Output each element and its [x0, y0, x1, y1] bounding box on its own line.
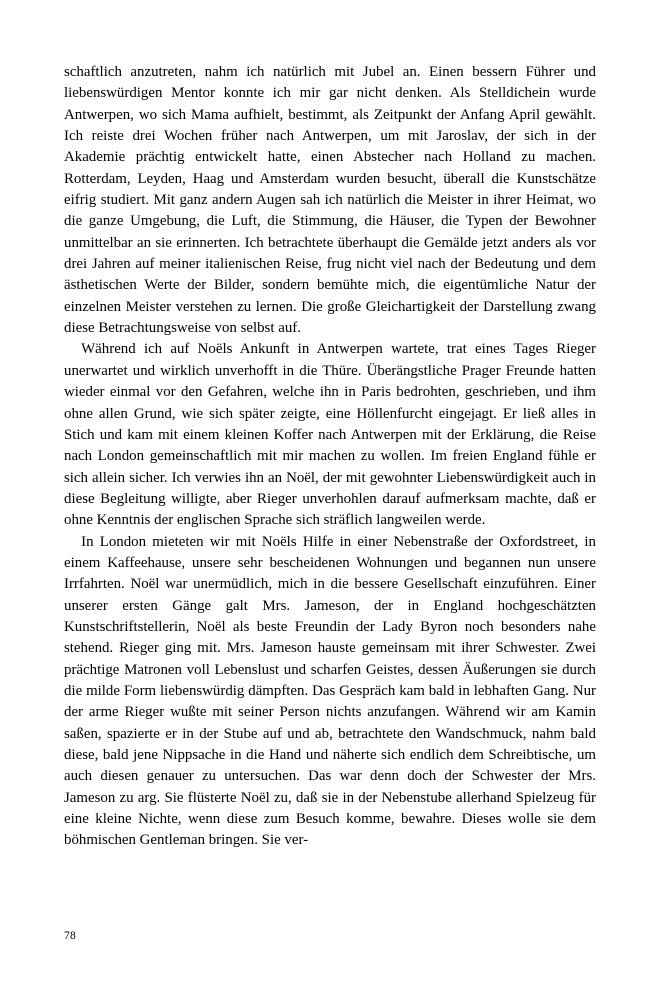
paragraph: Während ich auf Noëls Ankunft in Antwerpen wartete, trat eines Tages Rieger unerwartet und wirklich unverhofft in die Thüre. Überängstliche Prager Freunde hatten wieder einmal vor den Gefahren, welche ihn in Paris bedrohten, geschrieben, und ihm ohne allen Grund, wie sich später zeigte, eine Höllenfurcht eingejagt. Er ließ alles in Stich und kam mit einem kleinen Koffer nach Antwerpen mit der Erklärung, die Reise nach London gemeinschaftlich mit mir machen zu wollen. Im freien England fühle er sich allein sicher. Ich verwies ihn an Noël, der mit gewohnter Liebenswürdigkeit auch in diese Begleitung willigte, aber Rieger unverhohlen darauf aufmerksam machte, daß er ohne Kenntnis der englischen Sprache sich sträflich langweilen werde. [64, 341, 596, 529]
paragraph: schaftlich anzutreten, nahm ich natürlich mit Jubel an. Einen bessern Führer und liebenswürdigen Mentor konnte ich mir gar nicht denken. Als Stelldichein wurde Antwerpen, wo sich Mama aufhielt, bestimmt, als Zeitpunkt der Anfang April gewählt. Ich reiste drei Wochen früher nach Antwerpen, um mit Jaroslav, der sich in der Akademie prächtig entwickelt hatte, einen Abstecher nach Holland zu machen. Rotterdam, Leyden, Haag und Amsterdam wurden besucht, überall die Kunstschätze eifrig studiert. Mit ganz andern Augen sah ich natürlich die Meister in ihrer Heimat, wo die ganze Umgebung, die Luft, die Stimmung, die Häuser, die Typen der Bewohner unmittelbar an sie erinnerten. Ich betrachtete überhaupt die Gemälde jetzt anders als vor drei Jahren auf meiner italienischen Reise, frug nicht viel nach der Bedeutung und dem ästhetischen Werte der Bilder, sondern bemühte mich, die eigentümliche Natur der einzelnen Meister verstehen zu lernen. Die große Gleichartigkeit der Darstellung zwang diese Betrachtungsweise von selbst auf. [64, 64, 596, 337]
paragraph: In London mieteten wir mit Noëls Hilfe in einer Nebenstraße der Oxfordstreet, in einem Kaffeehause, unsere sehr bescheidenen Wohnungen und begannen nun unsere Irrfahrten. Noël war unermüdlich, mich in die bessere Gesellschaft einzuführen. Einer unserer ersten Gänge galt Mrs. Jameson, der in England hochgeschätzten Kunstschriftstellerin, Noël als beste Freundin der Lady Byron noch besonders nahe stehend. Rieger ging mit. Mrs. Jameson hauste gemeinsam mit ihrer Schwester. Zwei prächtige Matronen voll Lebenslust und scharfen Geistes, dessen Äußerungen sie durch die milde Form liebenswürdig dämpften. Das Gespräch kam bald in lebhaften Gang. Nur der arme Rieger wußte mit seiner Person nichts anzufangen. Während wir am Kamin saßen, spazierte er in der Stube auf und ab, betrachtete den Wandschmuck, nahm bald diese, bald jene Nippsache in die Hand und näherte sich endlich dem Schreibtische, um auch diesen genauer zu untersuchen. Das war denn doch der Schwester der Mrs. Jameson zu arg. Sie flüsterte Noël zu, daß sie in der Nebenstube allerhand Spielzeug für eine kleine Nichte, wenn diese zum Besuch komme, bewahre. Dieses wolle sie dem böhmischen Gentleman bringen. Sie ver- [64, 533, 596, 849]
page-number: 78 [64, 930, 76, 942]
page-body [64, 62, 596, 852]
